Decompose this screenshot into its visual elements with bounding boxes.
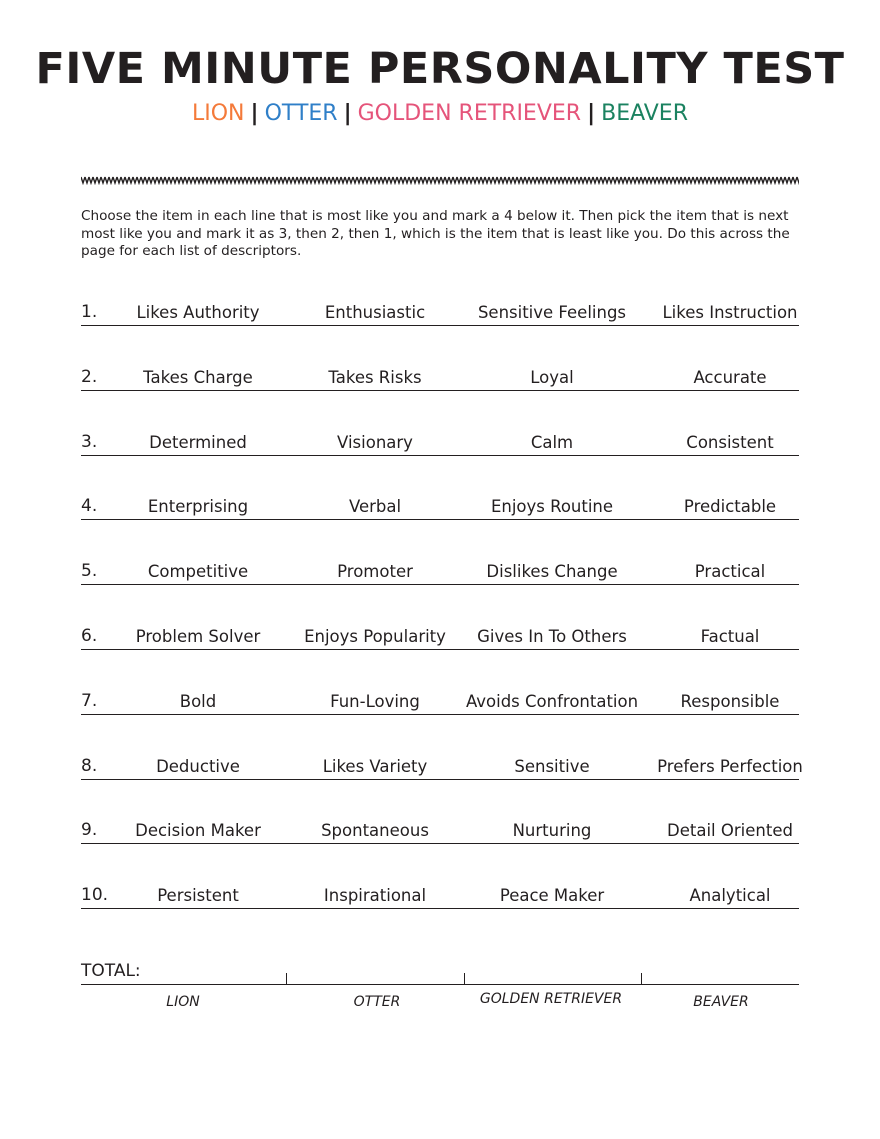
total-divider xyxy=(641,973,642,984)
total-category-lion: LION xyxy=(166,994,200,1010)
type-golden-retriever: GOLDEN RETRIEVER xyxy=(357,101,582,126)
descriptor-item[interactable]: Loyal xyxy=(530,367,574,387)
descriptor-item[interactable]: Decision Maker xyxy=(135,821,261,841)
descriptor-item[interactable]: Enterprising xyxy=(147,497,249,517)
descriptor-item[interactable]: Prefers Perfection xyxy=(657,756,803,776)
descriptor-row xyxy=(81,560,799,585)
descriptor-item[interactable]: Deductive xyxy=(156,756,240,776)
row-number: 8. xyxy=(81,755,98,776)
type-beaver: BEAVER xyxy=(601,101,688,126)
descriptor-item[interactable]: Inspirational xyxy=(323,886,427,906)
descriptor-item[interactable]: Determined xyxy=(149,432,247,452)
descriptor-item[interactable]: Accurate xyxy=(693,367,767,387)
descriptor-item[interactable]: Consistent xyxy=(686,432,774,452)
row-number: 10. xyxy=(81,885,109,906)
descriptor-item[interactable]: Enthusiastic xyxy=(324,303,426,322)
descriptor-item[interactable]: Bold xyxy=(179,691,217,711)
descriptor-item[interactable]: Sensitive xyxy=(514,756,590,776)
descriptor-row xyxy=(81,301,799,326)
descriptor-item[interactable]: Peace Maker xyxy=(499,886,605,906)
separator: | xyxy=(343,101,352,126)
separator: | xyxy=(250,101,259,126)
descriptor-item[interactable]: Calm xyxy=(530,432,574,452)
descriptor-item[interactable]: Gives In To Others xyxy=(477,627,627,646)
descriptor-item[interactable]: Spontaneous xyxy=(321,821,429,841)
descriptor-row xyxy=(81,755,803,780)
descriptor-item[interactable]: Visionary xyxy=(337,432,413,452)
type-lion: LION xyxy=(192,101,245,126)
row-number: 2. xyxy=(81,366,98,387)
row-number: 9. xyxy=(81,820,98,841)
descriptor-item[interactable]: Verbal xyxy=(348,497,402,517)
descriptor-row xyxy=(81,819,799,844)
descriptor-item[interactable]: Practical xyxy=(694,562,766,582)
descriptor-item[interactable]: Likes Authority xyxy=(136,303,260,322)
descriptor-item[interactable]: Enjoys Popularity xyxy=(304,627,446,646)
descriptor-row xyxy=(81,431,799,456)
personality-types-subtitle xyxy=(0,101,880,126)
total-line xyxy=(81,984,799,985)
separator: | xyxy=(587,101,596,126)
row-number: 5. xyxy=(81,561,98,582)
descriptor-item[interactable]: Sensitive Feelings xyxy=(477,303,627,322)
total-category-otter: OTTER xyxy=(353,994,401,1010)
descriptor-row xyxy=(81,884,799,909)
row-number: 1. xyxy=(81,302,98,322)
instructions-text: Choose the item in each line that is most like you and mark a 4 below it. Then pick the item that is next most like you and mark it as 3, then 2, then 1, which is the item that is least like you. Do this across the page for each list of descriptors. xyxy=(81,208,790,259)
descriptor-item[interactable]: Problem Solver xyxy=(135,627,261,646)
descriptor-item[interactable]: Nurturing xyxy=(512,821,592,841)
row-number: 3. xyxy=(81,431,98,452)
descriptor-item[interactable]: Fun-Loving xyxy=(330,691,420,711)
descriptor-item[interactable]: Dislikes Change xyxy=(486,562,618,582)
descriptor-item[interactable]: Predictable xyxy=(683,497,777,517)
descriptor-item[interactable]: Likes Variety xyxy=(322,756,428,776)
descriptor-row xyxy=(81,625,799,650)
descriptor-item[interactable]: Takes Risks xyxy=(328,367,422,387)
descriptor-item[interactable]: Likes Instruction xyxy=(662,303,798,322)
zigzag-divider xyxy=(81,175,799,185)
descriptor-item[interactable]: Persistent xyxy=(157,886,239,906)
total-divider xyxy=(286,973,287,984)
total-category-beaver: BEAVER xyxy=(693,994,749,1010)
descriptor-row xyxy=(81,495,799,520)
page-title: FIVE MINUTE PERSONALITY TEST xyxy=(35,44,845,94)
descriptor-item[interactable]: Promoter xyxy=(337,562,413,582)
row-number: 4. xyxy=(81,496,98,517)
descriptor-row xyxy=(81,366,799,391)
descriptor-row xyxy=(81,690,799,715)
descriptor-item[interactable]: Factual xyxy=(700,627,760,646)
total-label: TOTAL: xyxy=(81,961,141,981)
total-divider xyxy=(464,973,465,984)
descriptor-item[interactable]: Responsible xyxy=(680,691,780,711)
type-otter: OTTER xyxy=(264,101,338,126)
row-number: 6. xyxy=(81,626,98,646)
row-number: 7. xyxy=(81,690,98,711)
descriptor-item[interactable]: Takes Charge xyxy=(143,367,253,387)
total-category-golden-retriever: GOLDEN RETRIEVER xyxy=(479,991,623,1007)
descriptor-item[interactable]: Enjoys Routine xyxy=(490,497,614,517)
descriptor-item[interactable]: Avoids Confrontation xyxy=(465,691,639,711)
descriptor-item[interactable]: Detail Oriented xyxy=(667,821,793,841)
descriptor-item[interactable]: Analytical xyxy=(689,886,771,906)
descriptor-item[interactable]: Competitive xyxy=(147,562,249,582)
